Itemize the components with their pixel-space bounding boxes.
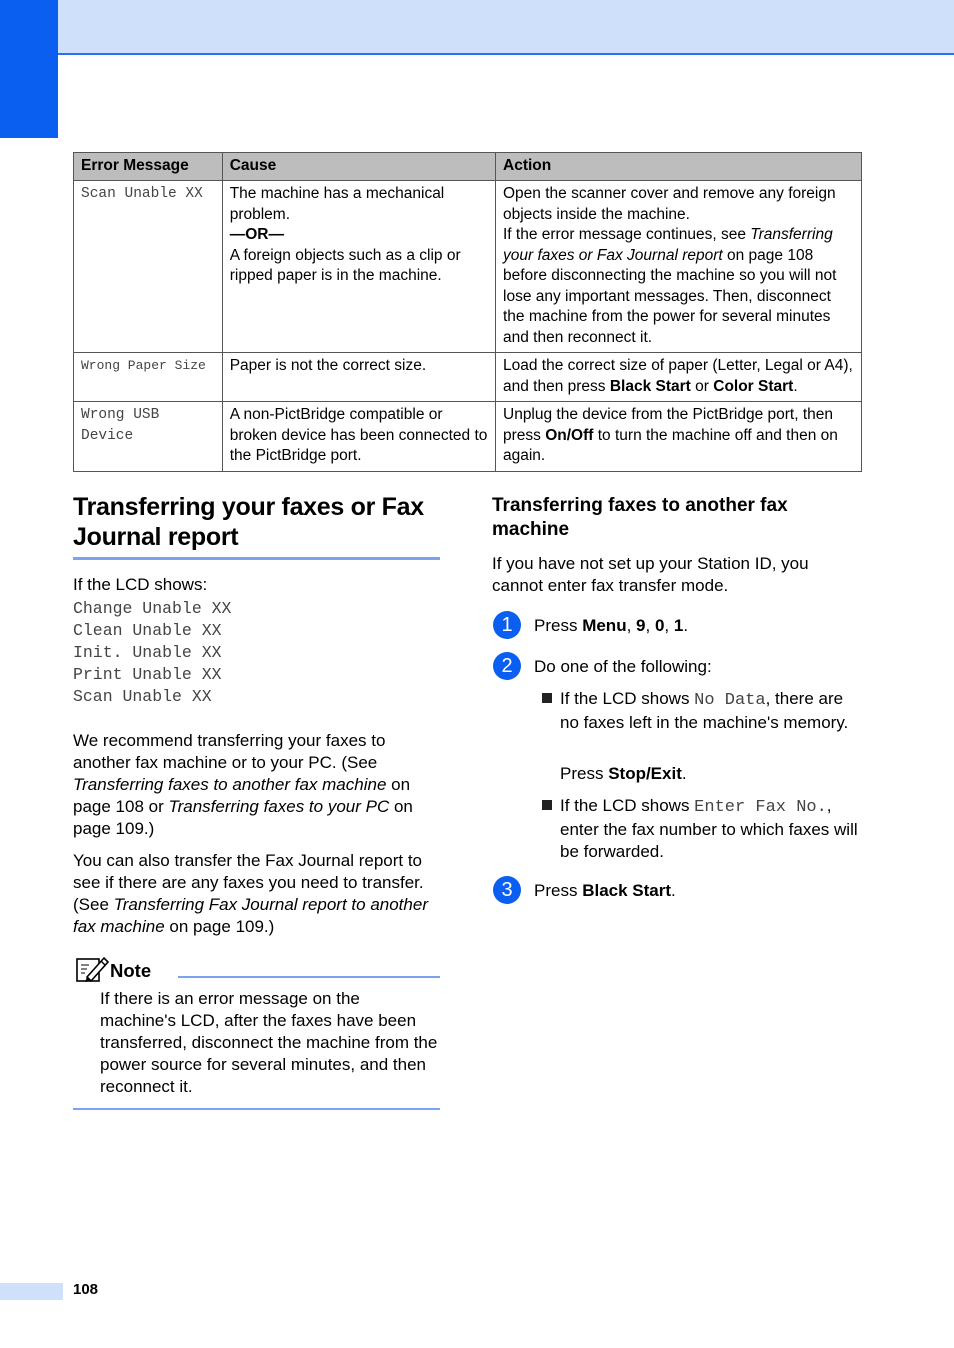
- step-1-badge: 1: [493, 611, 521, 639]
- step-2-text: Do one of the following:: [534, 657, 712, 676]
- bullet-press-stop: [560, 763, 860, 785]
- bullet-text-part: , enter the fax number to which faxes will be forwarded.: [560, 796, 858, 861]
- action-text-part: or: [690, 377, 714, 395]
- action-text-part: Unplug the device from the PictBridge port, then press: [503, 406, 833, 444]
- bullet-text-part: , there are no faxes left in the machine's memory.: [560, 689, 849, 732]
- action-text-part: to turn the machine off and then on again.: [503, 426, 838, 464]
- lcd-message: Enter Fax No.: [694, 798, 827, 817]
- step-text-part: Press: [534, 881, 583, 900]
- key-name: Black Start: [582, 881, 672, 900]
- footer-band: [0, 1283, 63, 1300]
- step-text-part: ,: [664, 616, 674, 635]
- bullet-no-data: [560, 688, 860, 734]
- key-name: Stop/Exit: [608, 764, 682, 783]
- or-separator: —OR—: [229, 226, 284, 243]
- cross-reference-link[interactable]: Transferring faxes to your PC: [168, 797, 390, 816]
- note-pencil-icon: [75, 955, 109, 983]
- key-name: 0: [654, 616, 665, 635]
- step-3-text: [534, 880, 676, 902]
- step-text-part: Press: [534, 616, 583, 635]
- action-cell: [496, 181, 862, 353]
- step-text-part: .: [683, 616, 689, 635]
- cross-reference-link[interactable]: Transferring Fax Journal report to another fax machine: [73, 895, 428, 936]
- error-message-line: Wrong USB: [81, 407, 160, 423]
- error-message-cell: [74, 402, 223, 472]
- key-name: On/Off: [545, 426, 594, 444]
- note-box: [73, 955, 440, 1111]
- error-message-cell: Wrong Paper Size: [74, 353, 223, 402]
- action-text-part: on page 108 before disconnecting the machine so you will not lose any important messages. Then, disconnect the machine from the power for several minutes and then reconnect it.: [503, 246, 837, 346]
- key-name: 9: [636, 616, 646, 635]
- intro-paragraph: If you have not set up your Station ID, you cannot enter fax transfer mode.: [492, 554, 809, 595]
- action-text-part: .: [793, 377, 798, 395]
- page-number: 108: [73, 1281, 99, 1298]
- cause-cell: A non-PictBridge compatible or broken device has been connected to the PictBridge port.: [222, 402, 495, 472]
- note-rule: [178, 976, 440, 978]
- cross-reference-link[interactable]: Transferring faxes to another fax machine: [73, 775, 387, 794]
- key-name: Color Start: [713, 377, 794, 395]
- header-action: Action: [496, 153, 862, 181]
- bullet-text-part: .: [681, 764, 687, 783]
- paragraph-text: on page 108 or: [73, 775, 411, 816]
- bullet-text-part: If the LCD shows: [560, 689, 695, 708]
- key-name: Black Start: [609, 377, 691, 395]
- action-cell: [496, 402, 862, 472]
- key-name: 1: [673, 616, 684, 635]
- table-row: [74, 181, 862, 353]
- lcd-message: No Data: [694, 691, 766, 710]
- journal-paragraph: [73, 850, 443, 938]
- action-text: [503, 225, 854, 348]
- note-label: Note: [110, 960, 152, 981]
- chapter-tab: [0, 0, 58, 138]
- error-message-line: Device: [81, 427, 134, 444]
- cause-cell: [222, 181, 495, 353]
- section-title: Transferring your faxes or Fax Journal report: [73, 493, 424, 551]
- bullet-square-icon: [542, 693, 552, 703]
- step-3-badge: 3: [493, 876, 521, 904]
- header-band: [0, 0, 954, 55]
- step-2-badge: 2: [493, 652, 521, 680]
- header-error-message: Error Message: [74, 153, 223, 181]
- lcd-message: Init. Unable XX: [73, 643, 222, 662]
- lcd-message: Scan Unable XX: [73, 687, 212, 706]
- bullet-text-part: Press: [560, 764, 609, 783]
- cause-cell: Paper is not the correct size.: [222, 353, 495, 402]
- paragraph-text: You can also transfer the Fax Journal report to see if there are any faxes you need to transfer. (See: [73, 851, 424, 914]
- paragraph-text: on page 109.): [164, 917, 275, 936]
- step-text-part: ,: [645, 616, 655, 635]
- paragraph-text: on page 109.): [73, 797, 413, 838]
- table-row: [74, 402, 862, 472]
- cause-text: The machine has a mechanical problem.: [229, 185, 445, 223]
- lcd-message: Print Unable XX: [73, 665, 222, 684]
- error-message-cell: Scan Unable XX: [74, 181, 223, 353]
- action-text: Open the scanner cover and remove any foreign objects inside the machine.: [503, 185, 836, 223]
- bullet-enter-fax: [560, 795, 860, 863]
- note-rule: [73, 1108, 440, 1110]
- bullet-text-part: If the LCD shows: [560, 796, 695, 815]
- lcd-message-list: [73, 598, 443, 708]
- table-row: [74, 353, 862, 402]
- lcd-message: Change Unable XX: [73, 599, 232, 618]
- recommend-paragraph: [73, 730, 443, 840]
- table-header-row: [74, 153, 862, 181]
- key-name: Menu: [582, 616, 627, 635]
- note-text: If there is an error message on the machine's LCD, after the faxes have been transferred, disconnect the machine from the power source for several minutes, and then reconnect it.: [100, 989, 438, 1096]
- subsection-title: Transferring faxes to another fax machine: [492, 495, 788, 540]
- action-text-part: Load the correct size of paper (Letter, Legal or A4), and then press: [503, 357, 853, 395]
- paragraph-text: We recommend transferring your faxes to another fax machine or to your PC. (See: [73, 731, 386, 772]
- bullet-square-icon: [542, 800, 552, 810]
- cross-reference-link[interactable]: Transferring your faxes or Fax Journal report: [503, 226, 833, 264]
- error-table: [73, 152, 862, 472]
- lcd-message: Clean Unable XX: [73, 621, 222, 640]
- step-text-part: ,: [626, 616, 637, 635]
- step-1-text: [534, 615, 688, 637]
- step-text-part: .: [671, 881, 676, 900]
- action-cell: [496, 353, 862, 402]
- header-cause: Cause: [222, 153, 495, 181]
- title-rule: [73, 557, 440, 560]
- lcd-intro: If the LCD shows:: [73, 575, 208, 594]
- cause-text: A foreign objects such as a clip or ripped paper is in the machine.: [229, 246, 461, 284]
- action-text-part: If the error message continues, see: [503, 226, 751, 243]
